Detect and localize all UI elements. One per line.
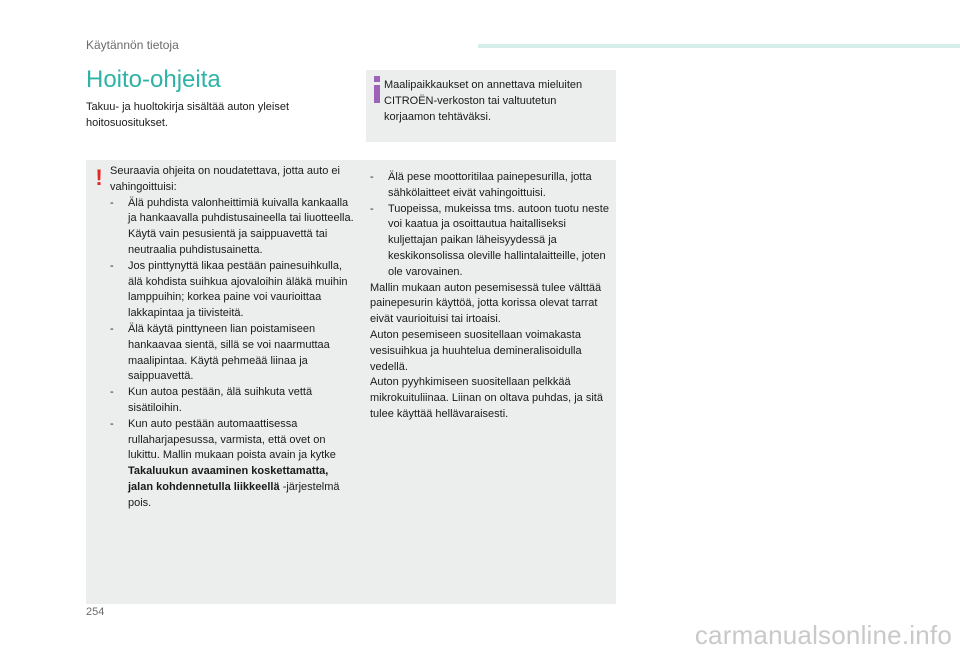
list-item: - Älä pese moottoritilaa painepesurilla, jotta sähkölaitteet eivät vahingoittuisi. — [370, 171, 592, 199]
warning-intro: Seuraavia ohjeita on noudatettava, jotta auto ei vahingoittuisi: — [110, 165, 340, 193]
list-item: - Kun autoa pestään, älä suihkuta vettä sisätiloihin. — [110, 386, 313, 414]
list-item: - Älä käytä pinttyneen lian poistamiseen hankaavaa sientä, sillä se voi naarmuttaa maalipintaa. Käytä pehmeää liinaa ja saippuavettä. — [110, 322, 330, 383]
list-item: - Kun auto pestään automaattisessa rullaharjapesussa, varmista, että ovet on lukittu. Mallin mukaan poista avain ja kytke Takaluukun avaaminen koskettamatta, jalan kohdennetulla liikkeellä -järjestelmä pois. — [110, 417, 340, 509]
warning-exclamation-icon: ! — [95, 165, 103, 190]
list-item: - Tuopeissa, mukeissa tms. autoon tuotu neste voi kaatua ja osoittautua haitalliseksi kuljettajan paikan läheisyydessä ja keskikonsolissa oleville hallintalaitteille, joten ole varovainen. — [370, 202, 609, 278]
paragraph: Auton pesemiseen suositellaan voimakasta vesisuihkua ja huuhtelua demineralisoidulla vedellä. — [370, 328, 582, 373]
info-icon — [372, 76, 382, 106]
paragraph: Auton pyyhkimiseen suositellaan pelkkää mikrokuituliinaa. Liinan on oltava puhdas, ja sitä tulee käyttää hellävaraisesti. — [370, 376, 603, 420]
intro-text: Takuu- ja huoltokirja sisältää auton yleiset hoitosuositukset. — [86, 101, 290, 129]
system-name: Takaluukun avaaminen koskettamatta, jalan kohdennetulla liikkeellä — [128, 465, 329, 493]
info-text: Maalipaikkaukset on annettava mieluiten CITROËN-verkoston tai valtuutetun korjaamon tehtäväksi. — [384, 79, 583, 123]
watermark: carmanualsonline.info — [694, 620, 952, 649]
section-title: Käytännön tietoja — [86, 38, 179, 52]
info-box — [366, 70, 616, 142]
header-bar — [478, 44, 960, 48]
page-title: Hoito-ohjeita — [86, 66, 221, 93]
page-number: 254 — [86, 606, 105, 618]
list-item: - Älä puhdista valonheittimiä kuivalla kankaalla ja hankaavalla puhdistusaineella tai liuotteella. Käytä vain pesusientä ja saippuavettä tai neutraalia puhdistusainetta. — [110, 196, 354, 256]
paragraph: Mallin mukaan auton pesemisessä tulee välttää painepesurin käyttöä, jotta korissa olevat tarrat eivät vaurioituisi tai irtoaisi. — [370, 281, 602, 326]
warning-right-column — [370, 170, 610, 423]
warning-left-column — [110, 164, 354, 512]
list-item: - Jos pinttynyttä likaa pestään painesuihkulla, älä kohdista suihkua ajovaloihin äläkä muihin lamppuihin; korkea paine voi vaurioittaa lakkapintaa ja tiivisteitä. — [110, 259, 348, 320]
